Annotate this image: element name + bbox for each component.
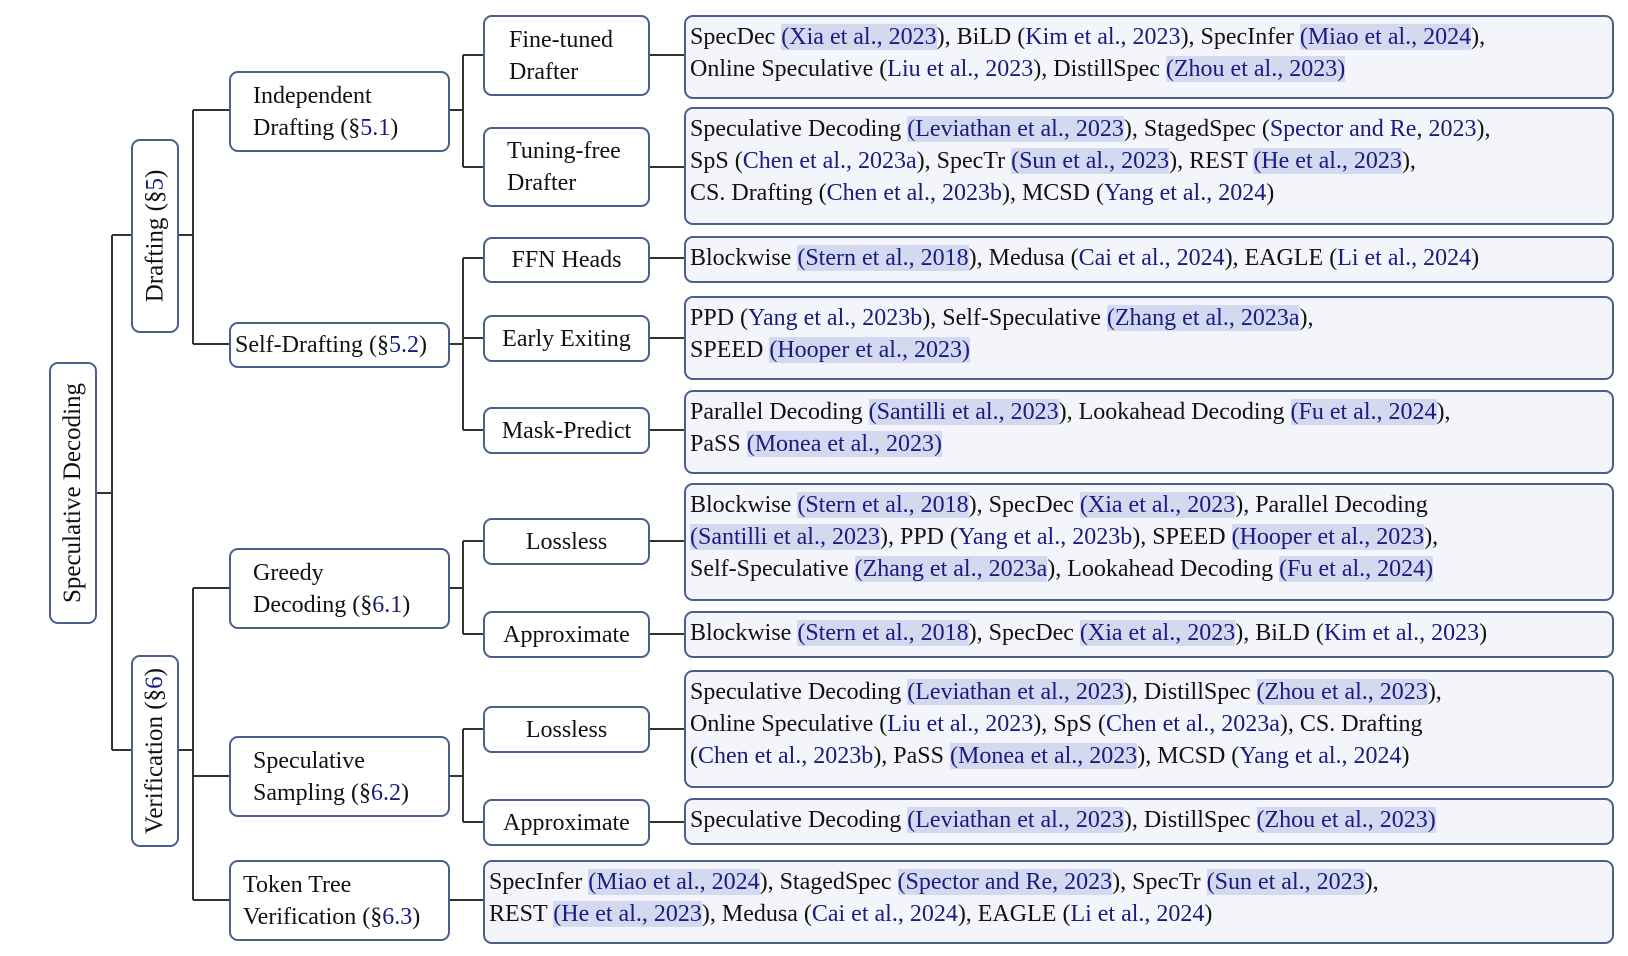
sampling-approximate-label: Approximate bbox=[503, 809, 630, 836]
citation-link[interactable]: Cai et al., 2024 bbox=[811, 901, 958, 927]
leaf-line bbox=[690, 145, 1612, 177]
method-text: ), EAGLE ( bbox=[957, 901, 1071, 927]
speculative-sampling-line2: Sampling (§6.2) bbox=[253, 779, 409, 806]
citation-link[interactable]: Yang et al., 2023b bbox=[958, 524, 1133, 550]
citation-link[interactable]: (Monea et al., 2023) bbox=[746, 431, 942, 457]
citation-link[interactable]: (He et al., 2023 bbox=[553, 901, 702, 927]
method-text: Blockwise bbox=[690, 245, 798, 271]
citation-link[interactable]: Kim et al., 2023 bbox=[1323, 620, 1480, 646]
citation-link[interactable]: (Xia et al., 2023 bbox=[1079, 620, 1236, 646]
speculative-sampling-line1: Speculative bbox=[253, 747, 365, 774]
method-text: ), PaSS bbox=[873, 743, 950, 769]
citation-link[interactable]: (Fu et al., 2024 bbox=[1290, 399, 1437, 425]
ffn-heads-label: FFN Heads bbox=[511, 247, 622, 273]
method-text: ), MCSD ( bbox=[1137, 743, 1240, 769]
method-text: ), SPEED bbox=[1132, 524, 1232, 550]
method-text: ), BiLD ( bbox=[936, 24, 1026, 50]
method-text: Blockwise bbox=[690, 620, 798, 646]
method-text: ), REST bbox=[1169, 148, 1254, 174]
mask-predict-label: Mask-Predict bbox=[501, 417, 632, 444]
citation-link[interactable]: (Zhang et al., 2023a bbox=[854, 556, 1048, 582]
citation-link[interactable]: Yang et al., 2023b bbox=[748, 305, 923, 331]
method-text: ), SpecTr bbox=[1112, 869, 1207, 895]
citation-link[interactable]: Chen et al., 2023b bbox=[826, 180, 1002, 206]
sampling-lossless-node bbox=[483, 706, 650, 753]
citation-link[interactable]: (Zhou et al., 2023) bbox=[1165, 56, 1346, 82]
leaf-line bbox=[690, 708, 1612, 740]
method-text: Online Speculative ( bbox=[690, 711, 888, 737]
leaf-line bbox=[690, 553, 1612, 585]
tuning-free-line2: Drafter bbox=[507, 170, 577, 196]
method-text: Speculative Decoding bbox=[690, 116, 908, 142]
leaf-sampling-lossless bbox=[684, 670, 1614, 788]
citation-link[interactable]: (Zhou et al., 2023 bbox=[1256, 679, 1428, 705]
verification-node bbox=[131, 655, 179, 847]
fine-tuned-line2: Drafter bbox=[509, 58, 579, 85]
leaf-sampling-approximate bbox=[684, 798, 1614, 845]
method-text: ), SpecDec bbox=[968, 492, 1080, 518]
method-text: ) bbox=[1479, 620, 1488, 646]
method-text: ) bbox=[1471, 245, 1480, 271]
leaf-greedy-approximate bbox=[684, 611, 1614, 658]
method-text: ), Medusa ( bbox=[701, 901, 812, 927]
citation-link[interactable]: (Miao et al., 2024 bbox=[1299, 24, 1472, 50]
citation-link[interactable]: (Leviathan et al., 2023 bbox=[907, 807, 1124, 833]
method-text: CS. Drafting ( bbox=[690, 180, 827, 206]
citation-link[interactable]: Cai et al., 2024 bbox=[1078, 245, 1225, 271]
citation-link[interactable]: (Sun et al., 2023 bbox=[1011, 148, 1170, 174]
independent-drafting-line2: Drafting (§5.1) bbox=[253, 114, 399, 141]
method-text: ) bbox=[1204, 901, 1213, 927]
citation-link[interactable]: (Stern et al., 2018 bbox=[797, 620, 969, 646]
leaf-fine-tuned-drafter bbox=[684, 15, 1614, 99]
citation-link[interactable]: (Xia et al., 2023 bbox=[781, 24, 937, 50]
token-tree-line1: Token Tree bbox=[243, 871, 352, 898]
method-text: ), BiLD ( bbox=[1235, 620, 1324, 646]
citation-link[interactable]: (Stern et al., 2018 bbox=[797, 492, 969, 518]
method-text: ), bbox=[1299, 305, 1314, 331]
citation-link[interactable]: (Fu et al., 2024) bbox=[1279, 556, 1434, 582]
method-text: ), Parallel Decoding bbox=[1235, 492, 1428, 518]
citation-link[interactable]: 2023 bbox=[1428, 116, 1477, 142]
citation-link[interactable]: (Spector and Re, 2023 bbox=[897, 869, 1113, 895]
citation-link[interactable]: Yang et al., 2024 bbox=[1103, 180, 1267, 206]
method-text: PaSS bbox=[690, 431, 747, 457]
citation-link[interactable]: Li et al., 2024 bbox=[1337, 245, 1472, 271]
method-text: ), bbox=[1471, 24, 1486, 50]
tuning-free-drafter-node bbox=[483, 127, 650, 207]
method-text: ), bbox=[1401, 148, 1416, 174]
citation-link[interactable]: Yang et al., 2024 bbox=[1239, 743, 1402, 769]
citation-link[interactable]: (Zhang et al., 2023a bbox=[1106, 305, 1300, 331]
leaf-line bbox=[690, 617, 1612, 649]
method-text: ), SpecTr bbox=[916, 148, 1012, 174]
method-text: ), Lookahead Decoding bbox=[1058, 399, 1291, 425]
citation-link[interactable]: (Zhou et al., 2023) bbox=[1256, 807, 1436, 833]
citation-link[interactable]: (Sun et al., 2023 bbox=[1206, 869, 1365, 895]
citation-link[interactable]: Li et al., 2024 bbox=[1070, 901, 1205, 927]
method-text: ), PPD ( bbox=[879, 524, 958, 550]
method-text: Blockwise bbox=[690, 492, 798, 518]
method-text: ), Self-Speculative bbox=[922, 305, 1107, 331]
method-text: SPEED bbox=[690, 337, 770, 363]
verification-label: Verification (§6) bbox=[141, 668, 169, 834]
method-text: SpecDec bbox=[690, 24, 782, 50]
method-text: PPD ( bbox=[690, 305, 749, 331]
method-text: ), DistillSpec bbox=[1033, 56, 1166, 82]
self-drafting-node bbox=[229, 322, 450, 368]
method-text: ), bbox=[1436, 399, 1451, 425]
leaf-line bbox=[690, 489, 1612, 521]
method-text: ), bbox=[1364, 869, 1379, 895]
citation-link[interactable]: Chen et al., 2023a bbox=[1105, 711, 1280, 737]
greedy-decoding-node bbox=[229, 548, 450, 629]
leaf-line bbox=[690, 396, 1612, 428]
leaf-early-exiting bbox=[684, 296, 1614, 380]
leaf-mask-predict bbox=[684, 390, 1614, 474]
method-text: ), StagedSpec bbox=[759, 869, 898, 895]
early-exiting-node bbox=[483, 315, 650, 362]
citation-link[interactable]: (Stern et al., 2018 bbox=[797, 245, 969, 271]
leaf-line bbox=[690, 302, 1612, 334]
greedy-lossless-node bbox=[483, 518, 650, 565]
method-text: REST bbox=[489, 901, 554, 927]
leaf-line bbox=[489, 898, 1612, 930]
citation-link[interactable]: (Hooper et al., 2023 bbox=[1231, 524, 1425, 550]
citation-link[interactable]: (Monea et al., 2023 bbox=[950, 743, 1138, 769]
method-text: ), EAGLE ( bbox=[1224, 245, 1338, 271]
citation-link[interactable]: Chen et al., 2023a bbox=[742, 148, 917, 174]
speculative-sampling-node bbox=[229, 736, 450, 817]
method-text: ), SpecDec bbox=[968, 620, 1080, 646]
method-text: ) bbox=[1401, 743, 1410, 769]
greedy-decoding-line1: Greedy bbox=[253, 559, 324, 586]
leaf-line bbox=[690, 804, 1612, 836]
token-tree-verification-node bbox=[229, 860, 450, 941]
ffn-heads-node bbox=[483, 237, 650, 283]
leaf-token-tree-verification bbox=[483, 860, 1614, 944]
self-drafting-label: Self-Drafting (§5.2) bbox=[235, 332, 427, 358]
citation-link[interactable]: Liu et al., 2023 bbox=[887, 711, 1034, 737]
leaf-line bbox=[690, 428, 1612, 460]
method-text: , bbox=[1416, 116, 1429, 142]
method-text: ), MCSD ( bbox=[1001, 180, 1104, 206]
sampling-lossless-label: Lossless bbox=[525, 716, 608, 743]
method-text: ), StagedSpec ( bbox=[1123, 116, 1270, 142]
root-label: Speculative Decoding bbox=[59, 382, 87, 604]
citation-link[interactable]: Liu et al., 2023 bbox=[887, 56, 1034, 82]
method-text: ), SpecInfer bbox=[1180, 24, 1300, 50]
citation-link[interactable]: (Xia et al., 2023 bbox=[1079, 492, 1236, 518]
citation-link[interactable]: Kim et al., 2023 bbox=[1025, 24, 1181, 50]
citation-link[interactable]: (Hooper et al., 2023) bbox=[769, 337, 970, 363]
method-text: ), DistillSpec bbox=[1123, 807, 1257, 833]
citation-link[interactable]: Chen et al., 2023b bbox=[698, 743, 874, 769]
drafting-node bbox=[131, 139, 179, 333]
method-text: ) bbox=[1266, 180, 1275, 206]
root-node bbox=[49, 362, 97, 624]
sampling-approximate-node bbox=[483, 799, 650, 846]
drafting-label: Drafting (§5) bbox=[141, 169, 169, 303]
citation-link[interactable]: (Santilli et al., 2023 bbox=[868, 399, 1059, 425]
method-text: ), bbox=[1424, 524, 1439, 550]
method-text: ), bbox=[1476, 116, 1491, 142]
method-text: ), SpS ( bbox=[1033, 711, 1106, 737]
tuning-free-line1: Tuning-free bbox=[507, 138, 621, 164]
method-text: Speculative Decoding bbox=[690, 679, 908, 705]
greedy-approximate-label: Approximate bbox=[503, 621, 630, 648]
method-text: SpecInfer bbox=[489, 869, 589, 895]
leaf-line bbox=[690, 521, 1612, 553]
method-text: SpS ( bbox=[690, 148, 743, 174]
method-text: Self-Speculative bbox=[690, 556, 855, 582]
method-text: ), Lookahead Decoding bbox=[1047, 556, 1280, 582]
method-text: ), CS. Drafting bbox=[1279, 711, 1423, 737]
leaf-line bbox=[690, 740, 1612, 772]
citation-link[interactable]: (Leviathan et al., 2023 bbox=[907, 679, 1124, 705]
method-text: ( bbox=[690, 743, 698, 769]
leaf-tuning-free-drafter bbox=[684, 107, 1614, 225]
leaf-line bbox=[690, 113, 1612, 145]
method-text: ), Medusa ( bbox=[968, 245, 1079, 271]
leaf-line bbox=[690, 177, 1612, 209]
leaf-line bbox=[489, 866, 1612, 898]
leaf-line bbox=[690, 53, 1612, 85]
method-text: ), DistillSpec bbox=[1123, 679, 1257, 705]
fine-tuned-line1: Fine-tuned bbox=[509, 26, 613, 53]
leaf-line bbox=[690, 334, 1612, 366]
method-text: Online Speculative ( bbox=[690, 56, 888, 82]
citation-link[interactable]: (Miao et al., 2024 bbox=[588, 869, 760, 895]
token-tree-line2: Verification (§6.3) bbox=[243, 903, 421, 930]
leaf-line bbox=[690, 21, 1612, 53]
greedy-approximate-node bbox=[483, 611, 650, 658]
greedy-lossless-label: Lossless bbox=[525, 528, 608, 555]
citation-link[interactable]: (Leviathan et al., 2023 bbox=[907, 116, 1124, 142]
citation-link[interactable]: Spector and Re bbox=[1269, 116, 1417, 142]
independent-drafting-line1: Independent bbox=[253, 82, 372, 109]
mask-predict-node bbox=[483, 407, 650, 454]
leaf-greedy-lossless bbox=[684, 483, 1614, 601]
early-exiting-label: Early Exiting bbox=[502, 325, 631, 352]
independent-drafting-node bbox=[229, 71, 450, 152]
leaf-ffn-heads bbox=[684, 236, 1614, 283]
citation-link[interactable]: (He et al., 2023 bbox=[1253, 148, 1402, 174]
leaf-line bbox=[690, 242, 1612, 274]
method-text: Parallel Decoding bbox=[690, 399, 869, 425]
fine-tuned-drafter-node bbox=[483, 15, 650, 96]
method-text: ), bbox=[1427, 679, 1442, 705]
citation-link[interactable]: (Santilli et al., 2023 bbox=[690, 524, 880, 550]
greedy-decoding-line2: Decoding (§6.1) bbox=[253, 591, 411, 618]
method-text: Speculative Decoding bbox=[690, 807, 908, 833]
leaf-line bbox=[690, 676, 1612, 708]
